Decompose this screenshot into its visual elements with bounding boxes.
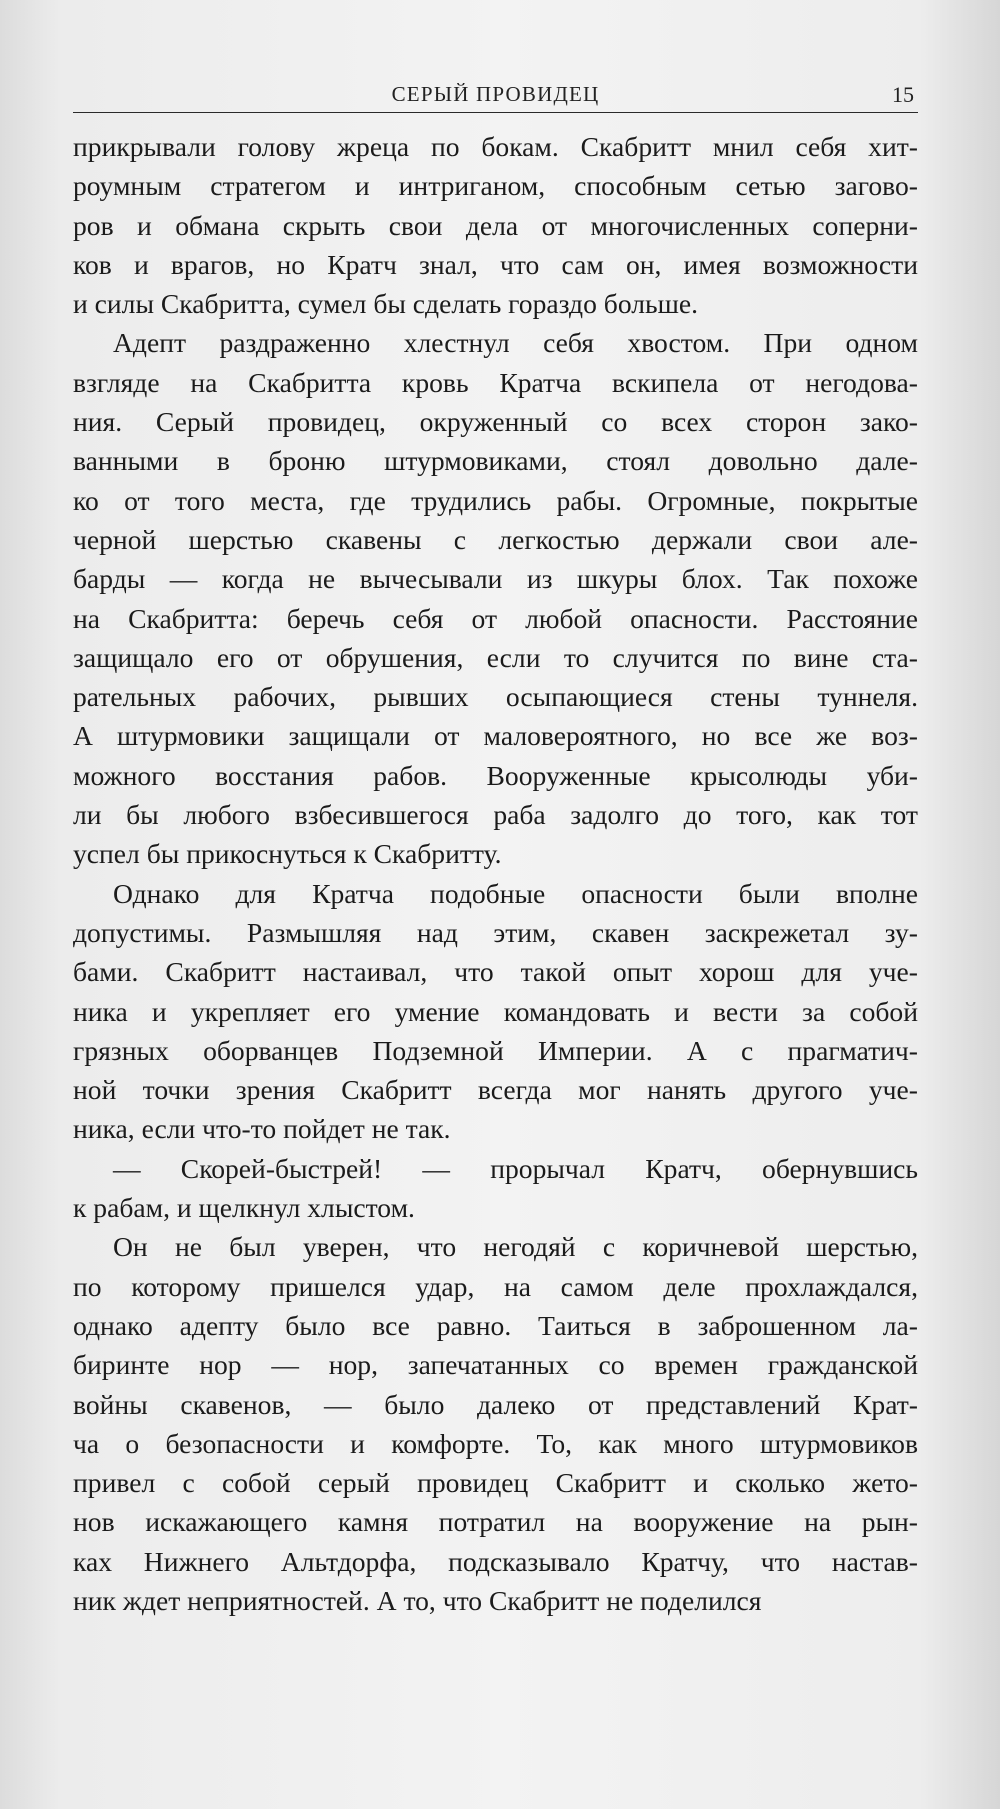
text-line: Он не был уверен, что негодяй с коричневой шерстью,	[113, 1231, 918, 1263]
text-line: привел с собой серый провидец Скабритт и сколько жето-	[73, 1467, 918, 1499]
text-line: ров и обмана скрыть свои дела от многочисленных соперни-	[73, 209, 918, 241]
text-line: — Скорей-быстрей! — прорычал Кратч, обернувшись	[113, 1152, 918, 1184]
text-line: по которому пришелся удар, на самом деле прохлаждался,	[73, 1270, 918, 1302]
text-line: ник ждет неприятностей. А то, что Скабритт не поделился	[73, 1584, 762, 1616]
text-line: взгляде на Скабритта кровь Кратча вскипела от негодова-	[73, 366, 918, 398]
text-line: бами. Скабритт настаивал, что такой опыт хорош для уче-	[73, 956, 918, 988]
text-line: нов искажающего камня потратил на вооружение на рын-	[73, 1506, 918, 1538]
text-line: успел бы прикоснуться к Скабритту.	[73, 838, 502, 870]
text-line: однако адепту было все равно. Таиться в заброшенном ла-	[73, 1309, 918, 1341]
text-line: Однако для Кратча подобные опасности были вполне	[113, 877, 918, 909]
page-number: 15	[892, 82, 914, 107]
running-header	[73, 70, 918, 112]
paragraph	[73, 1227, 918, 1620]
paragraph	[73, 1149, 918, 1228]
text-line: ной точки зрения Скабритт всегда мог нанять другого уче-	[73, 1074, 918, 1106]
text-line: ках Нижнего Альтдорфа, подсказывало Кратчу, что настав-	[73, 1545, 918, 1577]
text-line: биринте нор — нор, запечатанных со времен гражданской	[73, 1349, 918, 1381]
text-line: ния. Серый провидец, окруженный со всех сторон зако-	[73, 406, 918, 438]
text-line: допустимы. Размышляя над этим, скавен заскрежетал зу-	[73, 916, 918, 948]
body-text	[73, 127, 918, 1620]
paragraph	[73, 127, 918, 323]
paragraph	[73, 874, 918, 1149]
text-line: барды — когда не вычесывали из шкуры блох. Так похоже	[73, 563, 918, 595]
text-line: ванными в броню штурмовиками, стоял довольно дале-	[73, 445, 918, 477]
text-line: на Скабритта: беречь себя от любой опасности. Расстояние	[73, 602, 918, 634]
text-line: ча о безопасности и комфорте. То, как много штурмовиков	[73, 1427, 918, 1459]
text-line: и силы Скабритта, сумел бы сделать гораздо больше.	[73, 288, 699, 320]
text-line: защищало его от обрушения, если то случится по вине ста-	[73, 641, 918, 673]
text-line: ков и врагов, но Кратч знал, что сам он, имея возможности	[73, 248, 918, 280]
text-line: А штурмовики защищали от маловероятного, но все же воз-	[73, 720, 918, 752]
text-line: грязных оборванцев Подземной Империи. А с прагматич-	[73, 1034, 918, 1066]
text-line: можного восстания рабов. Вооруженные крысолюды уби-	[73, 759, 918, 791]
running-title: СЕРЫЙ ПРОВИДЕЦ	[391, 82, 600, 106]
text-line: ко от того места, где трудились рабы. Огромные, покрытые	[73, 484, 918, 516]
text-line: прикрывали голову жреца по бокам. Скабритт мнил себя хит-	[73, 131, 918, 162]
book-page	[73, 70, 918, 1620]
paragraph	[73, 323, 918, 873]
text-line: к рабам, и щелкнул хлыстом.	[73, 1192, 415, 1224]
text-line: ли бы любого взбесившегося раба задолго до того, как тот	[73, 799, 918, 831]
header-rule	[73, 112, 918, 113]
text-line: Адепт раздраженно хлестнул себя хвостом. При одном	[113, 327, 918, 359]
text-line: ника, если что-то пойдет не так.	[73, 1113, 451, 1145]
text-line: рательных рабочих, рывших осыпающиеся стены туннеля.	[73, 681, 918, 713]
text-line: ника и укрепляет его умение командовать и вести за собой	[73, 995, 918, 1027]
text-line: войны скавенов, — было далеко от представлений Крат-	[73, 1388, 918, 1420]
text-line: роумным стратегом и интриганом, способным сетью загово-	[73, 170, 918, 202]
text-line: черной шерстью скавены с легкостью держали свои але-	[73, 523, 918, 555]
